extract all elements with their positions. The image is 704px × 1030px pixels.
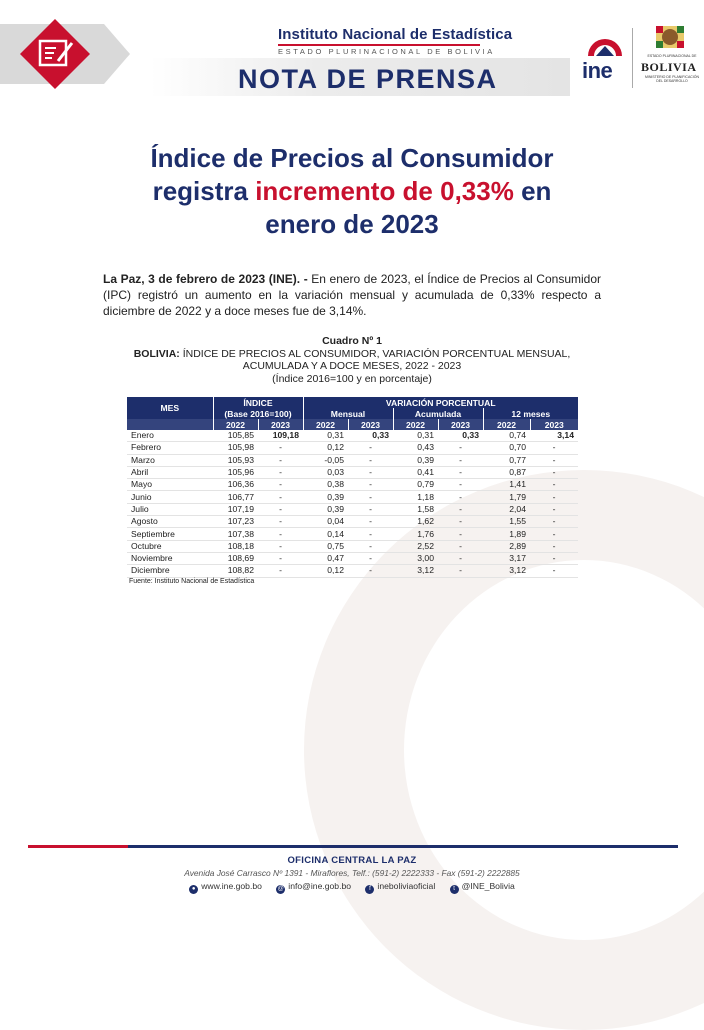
table-cell: 3,12 <box>483 565 530 577</box>
table-cell: 1,89 <box>483 528 530 540</box>
table-cell: - <box>348 552 393 564</box>
table-cell: - <box>348 516 393 528</box>
lead-paragraph <box>103 271 601 319</box>
table-cell: 0,39 <box>303 491 348 503</box>
table-cell: - <box>258 528 303 540</box>
table-cell: 3,17 <box>483 552 530 564</box>
table-cell: 2,89 <box>483 540 530 552</box>
table-cell: - <box>258 516 303 528</box>
table-row <box>127 466 578 478</box>
table-cell-month: Septiembre <box>127 528 213 540</box>
col-year: 2023 <box>438 419 483 430</box>
table-cell: - <box>438 540 483 552</box>
table-cell-month: Noviembre <box>127 552 213 564</box>
table-cell: 0,79 <box>393 479 438 491</box>
table-row <box>127 454 578 466</box>
table-cell: 108,18 <box>213 540 258 552</box>
contact-twitter[interactable] <box>450 881 515 891</box>
col-year: 2022 <box>393 419 438 430</box>
table-row <box>127 540 578 552</box>
ipc-table <box>127 397 578 578</box>
footer-office: OFICINA CENTRAL LA PAZ <box>287 855 417 866</box>
table-cell: - <box>530 479 578 491</box>
table-cell: - <box>258 552 303 564</box>
table-cell: 0,87 <box>483 466 530 478</box>
table-cell: - <box>258 479 303 491</box>
lead-text: En enero de 2023, el Índice de Precios al Consumidor (IPC) registró un aumento en la variación mensual y acumulada de 0,33% respecto a diciembre de 2022 y a doce meses fue de 3,14%. <box>103 272 602 318</box>
org-title: Instituto Nacional de Estadística <box>278 26 513 43</box>
table-cell: 0,14 <box>303 528 348 540</box>
contact-email-text[interactable]: info@ine.gob.bo <box>288 881 352 891</box>
contact-email[interactable] <box>276 881 351 891</box>
gov-label-top: ESTADO PLURINACIONAL DE <box>647 54 697 58</box>
col-year: 2022 <box>483 419 530 430</box>
table-cell: 0,38 <box>303 479 348 491</box>
table-cell: - <box>438 565 483 577</box>
table-cell: - <box>530 565 578 577</box>
table-cell-month: Mayo <box>127 479 213 491</box>
table-cell: 1,79 <box>483 491 530 503</box>
table-cell-month: Agosto <box>127 516 213 528</box>
col-year: 2022 <box>303 419 348 430</box>
table-cell: 0,03 <box>303 466 348 478</box>
table-cell: - <box>438 479 483 491</box>
table-cell: 109,18 <box>258 430 303 442</box>
table-cell: 3,14 <box>530 430 578 442</box>
table-cell: - <box>348 503 393 515</box>
table-cell: - <box>258 454 303 466</box>
headline-highlight: incremento de 0,33% <box>255 176 514 206</box>
col-mensual: Mensual <box>303 408 393 419</box>
table-cell: 1,62 <box>393 516 438 528</box>
table-cell: - <box>530 466 578 478</box>
table-cell: 0,12 <box>303 565 348 577</box>
table-cell-month: Diciembre <box>127 565 213 577</box>
page-header <box>0 0 704 110</box>
table-row <box>127 479 578 491</box>
table-row <box>127 491 578 503</box>
footer-rule-blue <box>128 845 678 848</box>
table-cell: - <box>438 552 483 564</box>
table-cell-month: Enero <box>127 430 213 442</box>
ipc-table-body <box>127 430 578 577</box>
table-cell: 0,77 <box>483 454 530 466</box>
twitter-icon: t <box>450 885 459 894</box>
table-cell: 3,00 <box>393 552 438 564</box>
footer-rule-red <box>28 845 128 848</box>
gov-name: BOLIVIA <box>641 60 697 74</box>
table-cell: 3,12 <box>393 565 438 577</box>
table-row <box>127 442 578 454</box>
table-cell: 0,75 <box>303 540 348 552</box>
headline <box>60 142 644 241</box>
table-cell: 1,55 <box>483 516 530 528</box>
doc-type-title: NOTA DE PRENSA <box>238 64 498 94</box>
table-cell: - <box>258 491 303 503</box>
table-cell: 107,19 <box>213 503 258 515</box>
table-cell: 107,38 <box>213 528 258 540</box>
table-cell-month: Abril <box>127 466 213 478</box>
org-subtitle: ESTADO PLURINACIONAL DE BOLIVIA <box>278 47 495 56</box>
table-cell-month: Octubre <box>127 540 213 552</box>
table-cell: 0,39 <box>303 503 348 515</box>
table-row <box>127 552 578 564</box>
headline-line1: Índice de Precios al Consumidor <box>150 143 554 173</box>
table-cell-month: Junio <box>127 491 213 503</box>
table-cell: 106,36 <box>213 479 258 491</box>
contact-facebook[interactable] <box>365 881 435 891</box>
contact-twitter-text[interactable]: @INE_Bolivia <box>461 881 515 891</box>
table-cell: - <box>530 516 578 528</box>
header-divider <box>632 28 633 88</box>
table-cell: - <box>438 454 483 466</box>
table-cell: - <box>438 442 483 454</box>
table-cell: - <box>348 442 393 454</box>
table-source: Fuente: Instituto Nacional de Estadística <box>129 578 255 585</box>
facebook-icon: f <box>365 885 374 894</box>
table-cell: - <box>438 516 483 528</box>
table-cell: - <box>348 540 393 552</box>
col-year-blank <box>127 419 213 430</box>
table-number: Cuadro Nº 1 <box>322 335 382 347</box>
table-cell: 2,04 <box>483 503 530 515</box>
table-cell: - <box>438 466 483 478</box>
table-cell: - <box>530 454 578 466</box>
table-cell: 106,77 <box>213 491 258 503</box>
table-cell: 1,76 <box>393 528 438 540</box>
table-cell: -0,05 <box>303 454 348 466</box>
table-row <box>127 430 578 442</box>
table-row <box>127 565 578 577</box>
table-cell: 105,96 <box>213 466 258 478</box>
col-12meses: 12 meses <box>483 408 578 419</box>
contact-facebook-text[interactable]: ineboliviaoficial <box>377 881 436 891</box>
contact-web[interactable] <box>189 881 262 891</box>
table-row <box>127 528 578 540</box>
table-cell: - <box>258 540 303 552</box>
footer-address: Avenida José Carrasco Nº 1391 - Miraflores, Telf.: (591-2) 2222333 - Fax (591-2) 2222885 <box>184 868 520 878</box>
table-cell: - <box>348 528 393 540</box>
org-title-underline <box>278 44 480 46</box>
col-base: (Base 2016=100) <box>213 408 303 419</box>
table-note: (Índice 2016=100 y en porcentaje) <box>272 372 432 385</box>
bolivia-emblem-icon <box>650 22 690 52</box>
ine-logo-text: ine <box>582 58 613 83</box>
table-cell: 105,98 <box>213 442 258 454</box>
table-cell: - <box>258 503 303 515</box>
col-variacion: VARIACIÓN PORCENTUAL <box>303 397 578 408</box>
table-cell-month: Julio <box>127 503 213 515</box>
table-cell: - <box>348 491 393 503</box>
table-cell: 1,18 <box>393 491 438 503</box>
table-cell: 107,23 <box>213 516 258 528</box>
col-year: 2023 <box>258 419 303 430</box>
table-cell: 0,33 <box>348 430 393 442</box>
gov-ministry: MINISTERIO DE PLANIFICACIÓN DEL DESARROLLO <box>644 75 700 83</box>
table-cell: - <box>438 503 483 515</box>
table-cell: - <box>530 540 578 552</box>
headline-line2 <box>60 175 644 208</box>
headline-line3: enero de 2023 <box>265 209 439 239</box>
table-cell: 1,58 <box>393 503 438 515</box>
col-indice: ÍNDICE <box>213 397 303 408</box>
table-cell: 0,31 <box>303 430 348 442</box>
table-cell-month: Marzo <box>127 454 213 466</box>
table-cell: - <box>348 565 393 577</box>
table-cell: - <box>348 466 393 478</box>
table-country: BOLIVIA: <box>133 347 180 360</box>
col-year: 2023 <box>348 419 393 430</box>
table-cell: - <box>530 491 578 503</box>
table-cell: 0,31 <box>393 430 438 442</box>
table-cell: 108,69 <box>213 552 258 564</box>
table-cell: 108,82 <box>213 565 258 577</box>
table-cell: 0,04 <box>303 516 348 528</box>
table-cell: - <box>258 565 303 577</box>
press-note-icon <box>18 17 92 91</box>
table-cell: - <box>530 442 578 454</box>
table-cell: - <box>258 466 303 478</box>
table-cell: - <box>348 479 393 491</box>
table-cell: 2,52 <box>393 540 438 552</box>
table-caption <box>100 335 604 385</box>
headline-line2-pre: registra <box>152 176 256 206</box>
table-cell: - <box>258 442 303 454</box>
col-mes: MES <box>127 397 213 419</box>
table-cell: - <box>348 454 393 466</box>
table-cell-month: Febrero <box>127 442 213 454</box>
col-year: 2022 <box>213 419 258 430</box>
dateline: La Paz, 3 de febrero de 2023 (INE). - <box>103 272 308 286</box>
table-cell: 0,43 <box>393 442 438 454</box>
table-title <box>100 348 604 373</box>
table-cell: 0,47 <box>303 552 348 564</box>
table-title-text: ÍNDICE DE PRECIOS AL CONSUMIDOR, VARIACIÓN PORCENTUAL MENSUAL, ACUMULADA Y A DOCE MESES, 2022 - 2023 <box>179 347 571 372</box>
table-cell: 0,41 <box>393 466 438 478</box>
table-row <box>127 503 578 515</box>
table-cell: - <box>530 528 578 540</box>
table-cell: 0,12 <box>303 442 348 454</box>
footer-contacts <box>0 881 704 894</box>
headline-line2-post: en <box>513 176 552 206</box>
table-cell: - <box>530 503 578 515</box>
table-cell: 105,85 <box>213 430 258 442</box>
contact-web-text[interactable]: www.ine.gob.bo <box>201 881 262 891</box>
table-cell: - <box>530 552 578 564</box>
table-cell: 1,41 <box>483 479 530 491</box>
table-row <box>127 516 578 528</box>
col-acumulada: Acumulada <box>393 408 483 419</box>
globe-icon: ● <box>189 885 198 894</box>
col-year: 2023 <box>530 419 578 430</box>
email-icon: @ <box>277 886 284 892</box>
table-cell: 0,74 <box>483 430 530 442</box>
table-cell: 0,39 <box>393 454 438 466</box>
table-cell: 0,33 <box>438 430 483 442</box>
table-cell: 105,93 <box>213 454 258 466</box>
table-cell: 0,70 <box>483 442 530 454</box>
table-cell: - <box>438 528 483 540</box>
table-cell: - <box>438 491 483 503</box>
